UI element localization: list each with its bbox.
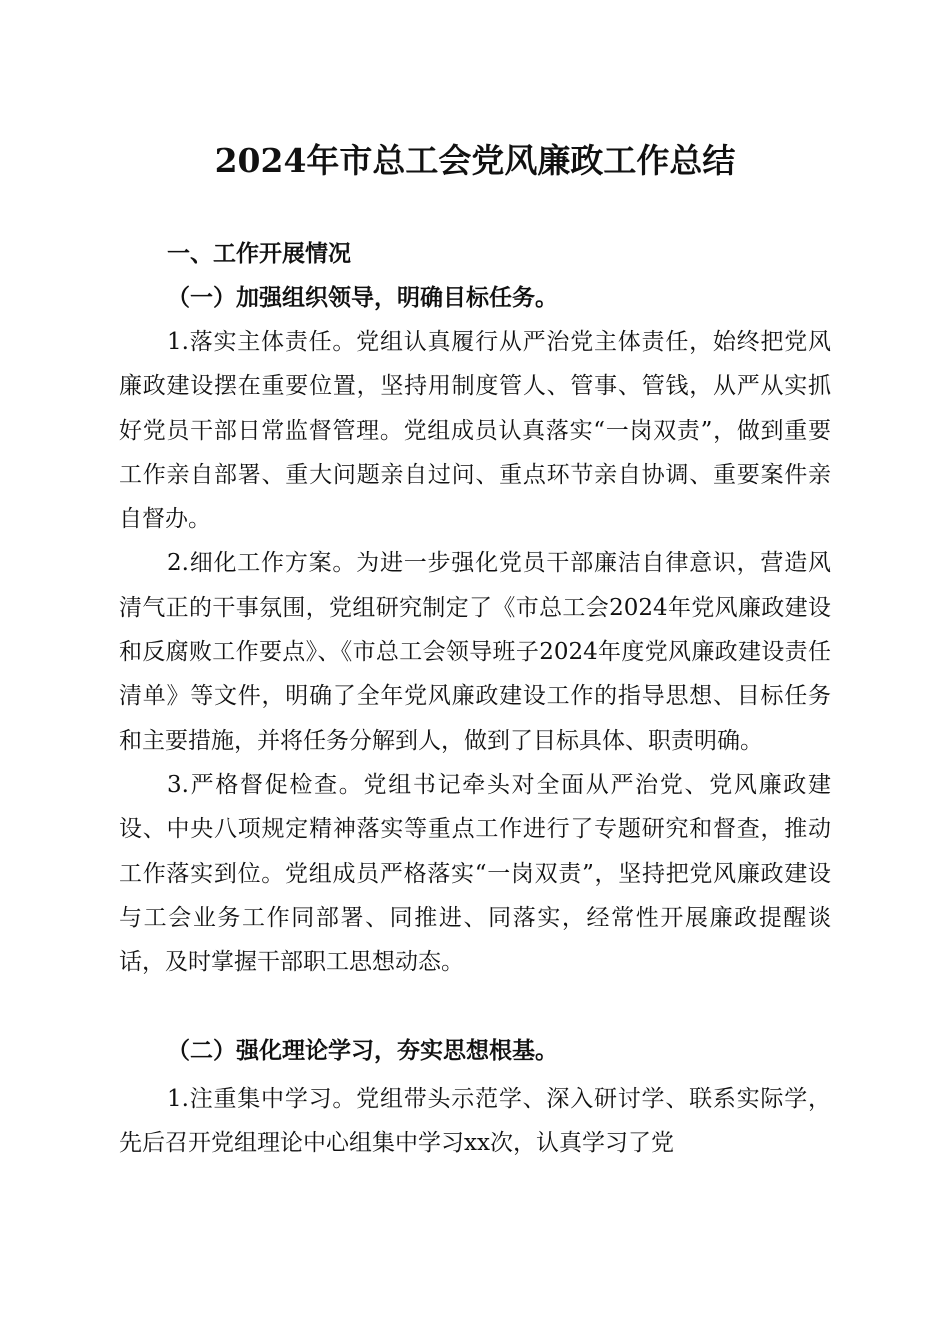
subsection-heading-theory-study: （二）强化理论学习，夯实思想根基。 xyxy=(167,1037,558,1064)
paragraph-work-plan: 2.细化工作方案。为进一步强化党员干部廉洁自律意识，营造风清气正的干事氛围，党组研究制定了《市总工会2024年党风廉政建设和反腐败工作要点》、《市总工会领导班子2024年度党风廉政建设责任清单》等文件，明确了全年党风廉政建设工作的指导思想、目标任务和主要措施，并将任务分解到人，做到了目标具体、职责明确。 xyxy=(119,550,831,754)
paragraph-centralized-study: 1.注重集中学习。党组带头示范学、深入研讨学、联系实际学，先后召开党组理论中心组集中学习xx次，认真学习了党 xyxy=(119,1086,831,1157)
subsection-2-body xyxy=(119,1077,831,1166)
subsection-1-body xyxy=(119,320,831,984)
document-title: 2024年市总工会党风廉政工作总结 xyxy=(214,141,736,180)
subsection-heading-organization: （一）加强组织领导，明确目标任务。 xyxy=(167,284,558,311)
paragraph-main-responsibility: 1.落实主体责任。党组认真履行从严治党主体责任，始终把党风廉政建设摆在重要位置，坚持用制度管人、管事、管钱，从严从实抓好党员干部日常监督管理。党组成员认真落实“一岗双责”，做到重要工作亲自部署、重大问题亲自过问、重点环节亲自协调、重要案件亲自督办。 xyxy=(119,329,831,533)
paragraph-supervision: 3.严格督促检查。党组书记牵头对全面从严治党、党风廉政建设、中央八项规定精神落实等重点工作进行了专题研究和督查，推动工作落实到位。党组成员严格落实“一岗双责”，坚持把党风廉政建设与工会业务工作同部署、同推进、同落实，经常性开展廉政提醒谈话，及时掌握干部职工思想动态。 xyxy=(119,771,831,976)
section-heading-work-progress: 一、工作开展情况 xyxy=(167,241,351,267)
